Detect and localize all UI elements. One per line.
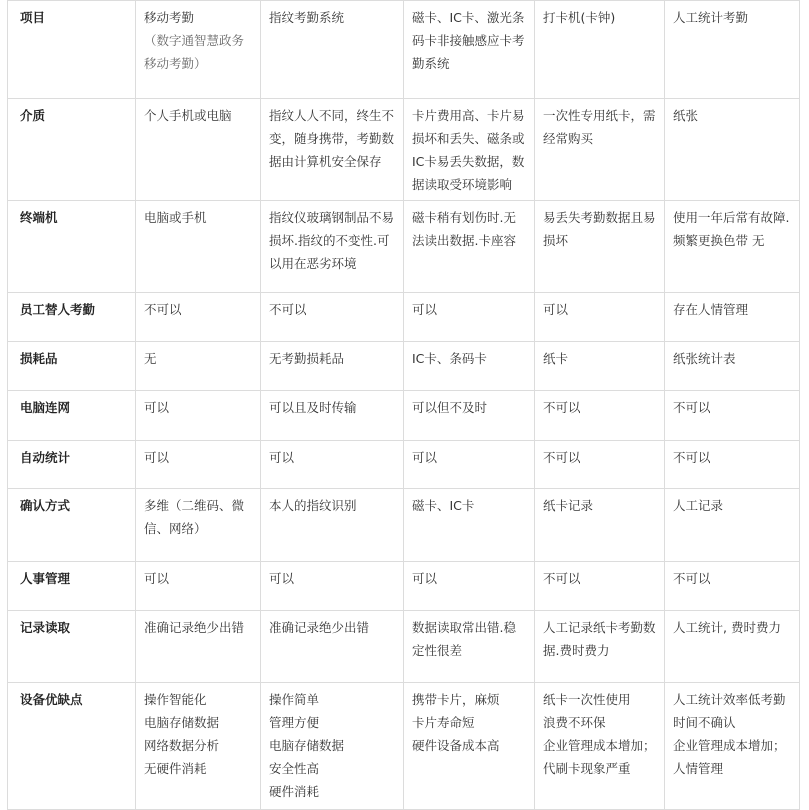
table-cell: 个人手机或电脑 (136, 99, 261, 201)
cell-line: 人情管理 (673, 761, 724, 776)
table-cell: 不可以 (535, 441, 665, 489)
table-cell: IC卡、条码卡 (404, 342, 535, 391)
cell-line: 卡片寿命短 (412, 715, 475, 730)
cell-line: 人工统计效率低考勤时间不确认 (673, 692, 786, 730)
table-row (8, 342, 800, 391)
table-row (8, 391, 800, 441)
cell-line: 硬件设备成本高 (412, 738, 500, 753)
table-cell: 磁卡稍有划伤时.无法读出数据.卡座容 (404, 201, 535, 293)
header-mobile-title: 移动考勤 (144, 10, 195, 25)
table-row (8, 441, 800, 489)
table-cell: 存在人情管理 (665, 293, 800, 342)
table-cell: 易丢失考勤数据且易损坏 (535, 201, 665, 293)
table-cell: 可以 (261, 441, 404, 489)
table-cell: 磁卡、IC卡 (404, 489, 535, 562)
table-cell: 无考勤损耗品 (261, 342, 404, 391)
table-cell: 不可以 (535, 391, 665, 441)
table-cell: 人工记录纸卡考勤数据.费时费力 (535, 611, 665, 683)
cell-line: 纸卡一次性使用 (543, 692, 631, 707)
table-cell: 可以 (136, 391, 261, 441)
row-label: 确认方式 (8, 489, 136, 562)
table-cell: 指纹仪玻璃钢制品不易损坏.指纹的不变性.可以用在恶劣环境 (261, 201, 404, 293)
cell-line: 浪费不环保 (543, 715, 606, 730)
cell-line: 企业管理成本增加； (673, 738, 786, 753)
table-cell (136, 683, 261, 810)
table-cell: 可以 (404, 293, 535, 342)
table-row (8, 293, 800, 342)
cell-line: 管理方便 (269, 715, 320, 730)
table-cell: 人工统计, 费时费力 (665, 611, 800, 683)
table-cell: 可以 (404, 562, 535, 611)
table-cell: 电脑或手机 (136, 201, 261, 293)
table-cell: 可以但不及时 (404, 391, 535, 441)
table-cell: 本人的指纹识别 (261, 489, 404, 562)
attendance-comparison-table (7, 0, 800, 810)
header-manual: 人工统计考勤 (665, 1, 800, 99)
table-cell: 卡片费用高、卡片易损坏和丢失、磁条或IC卡易丢失数据，数据读取受环境影响 (404, 99, 535, 201)
table-cell: 无 (136, 342, 261, 391)
header-punch-clock: 打卡机(卡钟) (535, 1, 665, 99)
header-item: 项目 (8, 1, 136, 99)
table-cell: 可以 (404, 441, 535, 489)
table-cell: 纸张 (665, 99, 800, 201)
table-row (8, 683, 800, 810)
table-cell: 纸卡 (535, 342, 665, 391)
table-row (8, 562, 800, 611)
cell-line: 操作简单 (269, 692, 320, 707)
cell-line: 硬件消耗 (269, 784, 320, 799)
row-label: 员工替人考勤 (8, 293, 136, 342)
cell-line: 电脑存储数据 (269, 738, 345, 753)
table-cell: 使用一年后常有故障.频繁更换色带 无 (665, 201, 800, 293)
table-cell: 一次性专用纸卡，需经常购买 (535, 99, 665, 201)
cell-line: 无硬件消耗 (144, 761, 207, 776)
table-cell: 纸张统计表 (665, 342, 800, 391)
row-label: 终端机 (8, 201, 136, 293)
table-cell: 数据读取常出错.稳定性很差 (404, 611, 535, 683)
header-mobile (136, 1, 261, 99)
table-cell: 可以 (261, 562, 404, 611)
table-row (8, 611, 800, 683)
table-cell: 人工记录 (665, 489, 800, 562)
cell-line: 代刷卡现象严重 (543, 761, 631, 776)
cell-line: 携带卡片，麻烦 (412, 692, 500, 707)
row-label: 自动统计 (8, 441, 136, 489)
header-card: 磁卡、IC卡、激光条码卡非接触感应卡考勤系统 (404, 1, 535, 99)
header-mobile-subtitle: （数字通智慧政务移动考勤） (144, 33, 245, 71)
row-label: 损耗品 (8, 342, 136, 391)
table-row (8, 489, 800, 562)
table-cell: 准确记录绝少出错 (136, 611, 261, 683)
table-cell: 多维（二维码、微信、网络） (136, 489, 261, 562)
table-cell: 可以 (136, 441, 261, 489)
row-label: 介质 (8, 99, 136, 201)
cell-line: 企业管理成本增加； (543, 738, 656, 753)
table-cell: 不可以 (261, 293, 404, 342)
table-cell (404, 683, 535, 810)
table-cell: 可以 (535, 293, 665, 342)
table-row (8, 99, 800, 201)
cell-line: 电脑存储数据 (144, 715, 220, 730)
cell-line: 安全性高 (269, 761, 320, 776)
row-label: 记录读取 (8, 611, 136, 683)
row-label: 电脑连网 (8, 391, 136, 441)
table-cell: 可以且及时传输 (261, 391, 404, 441)
table-cell: 可以 (136, 562, 261, 611)
table-row (8, 201, 800, 293)
table-cell: 指纹人人不同，终生不变，随身携带，考勤数据由计算机安全保存 (261, 99, 404, 201)
table-cell (665, 683, 800, 810)
header-fingerprint: 指纹考勤系统 (261, 1, 404, 99)
row-label: 设备优缺点 (8, 683, 136, 810)
table-cell: 不可以 (665, 562, 800, 611)
table-cell (261, 683, 404, 810)
table-header-row (8, 1, 800, 99)
table-cell: 准确记录绝少出错 (261, 611, 404, 683)
table-cell: 不可以 (665, 441, 800, 489)
cell-line: 操作智能化 (144, 692, 207, 707)
table-cell: 不可以 (136, 293, 261, 342)
table-cell: 不可以 (665, 391, 800, 441)
row-label: 人事管理 (8, 562, 136, 611)
table-cell: 不可以 (535, 562, 665, 611)
table-cell: 纸卡记录 (535, 489, 665, 562)
cell-line: 网络数据分析 (144, 738, 220, 753)
table-cell (535, 683, 665, 810)
